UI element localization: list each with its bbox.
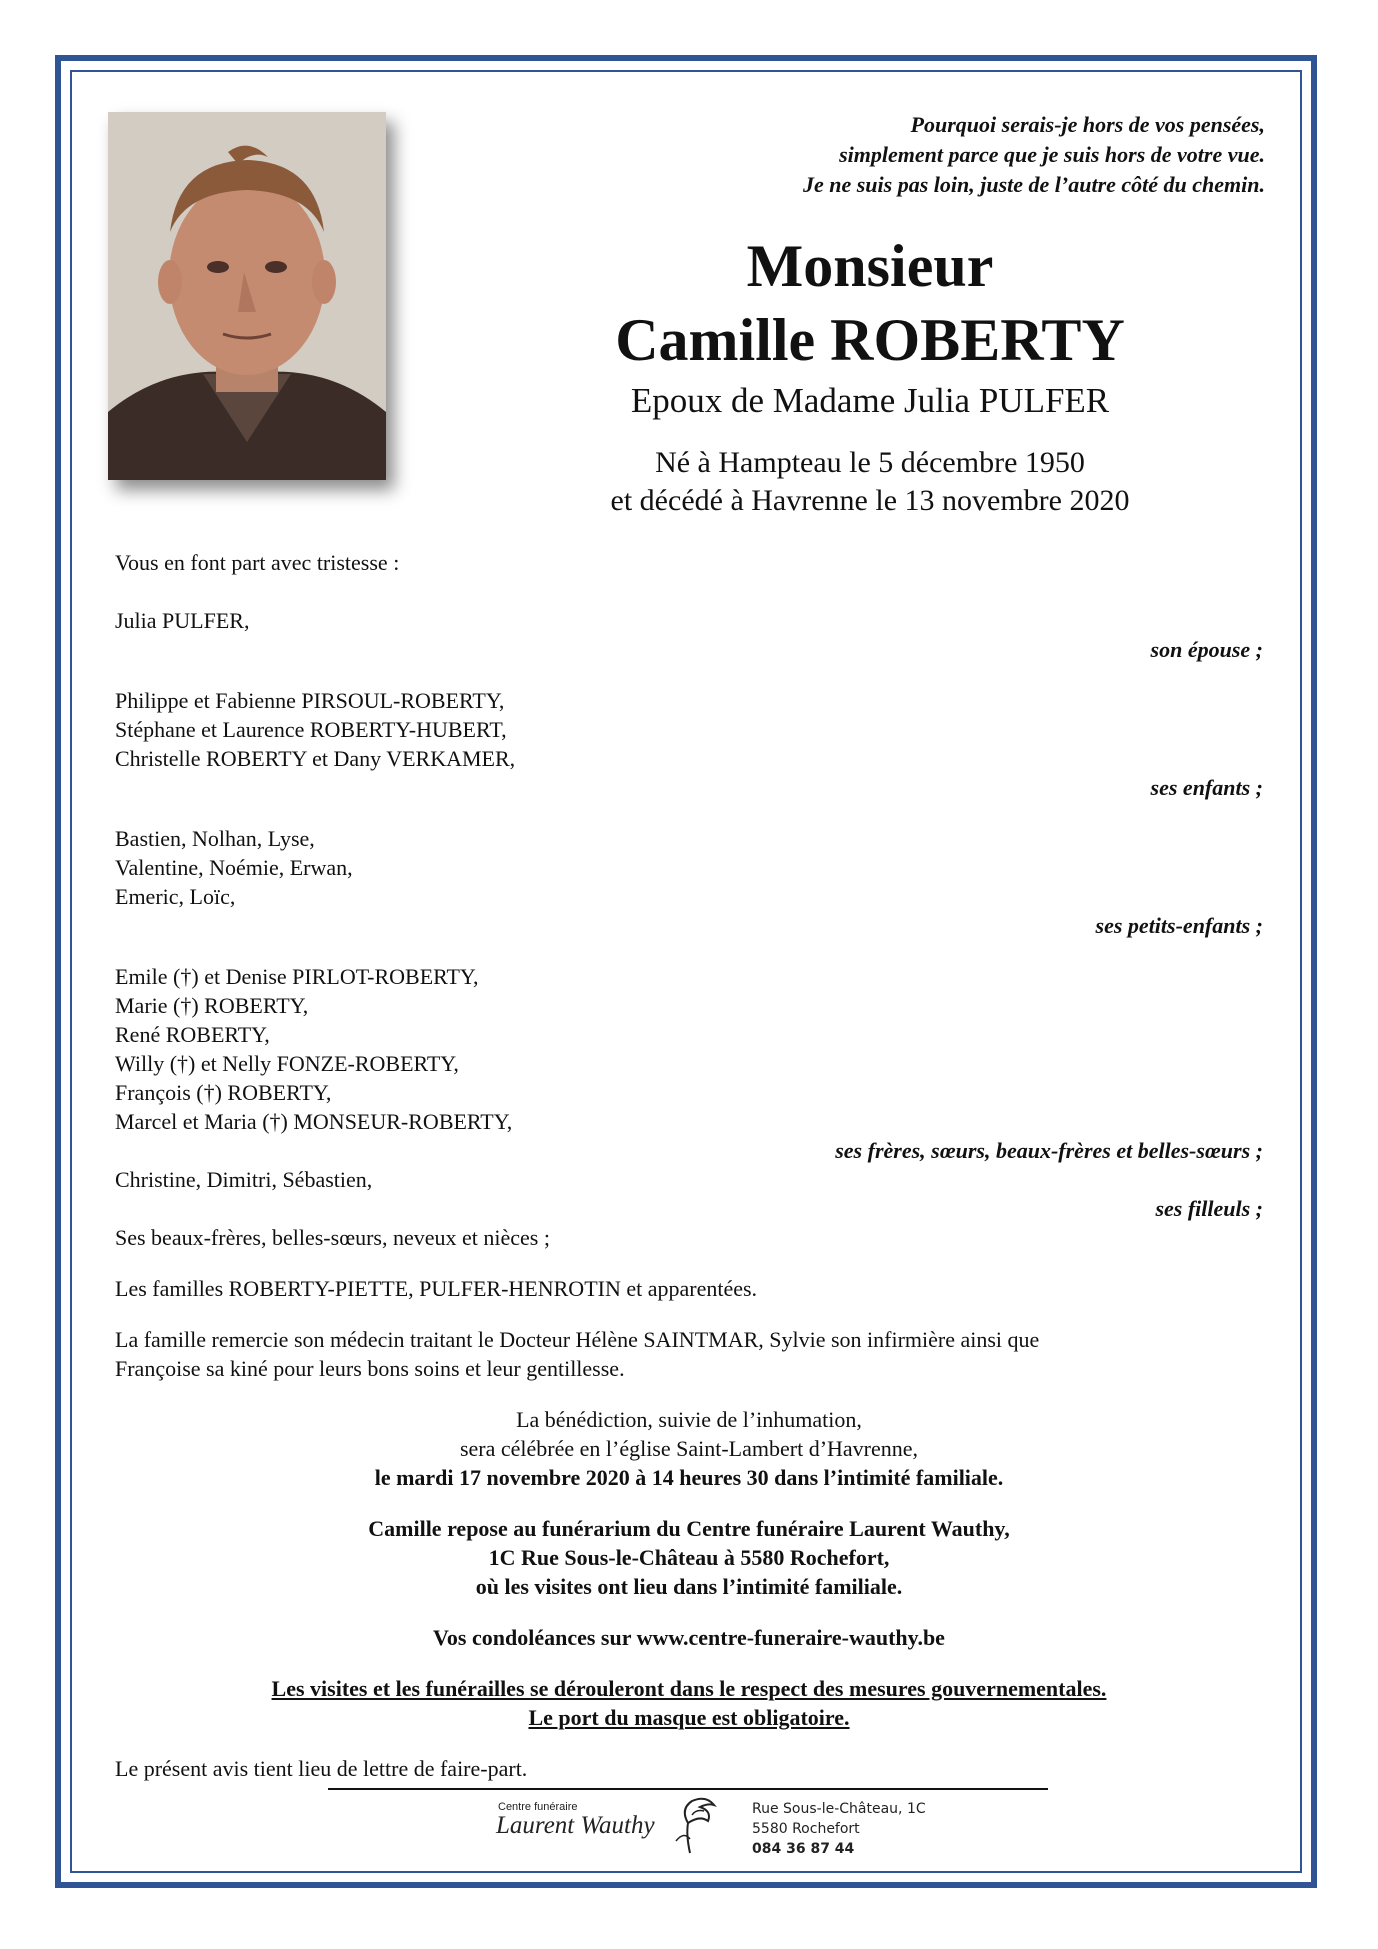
- family-role: ses filleuls ;: [1155, 1196, 1263, 1221]
- family-role: ses frères, sœurs, beaux-frères et belles-sœurs ;: [835, 1138, 1263, 1163]
- ceremony-date: le mardi 17 novembre 2020 à 14 heures 30 dans l’intimité familiale.: [374, 1465, 1004, 1490]
- poem-line: Pourquoi serais-je hors de vos pensées,: [910, 112, 1265, 137]
- families-line: Les familles ROBERTY-PIETTE, PULFER-HENROTIN et apparentées.: [115, 1276, 758, 1301]
- spouse-line: Epoux de Madame Julia PULFER: [630, 381, 1110, 420]
- death-line: et décédé à Havrenne le 13 novembre 2020: [610, 484, 1130, 517]
- family-role: son épouse ;: [1150, 637, 1263, 662]
- thanks-line: La famille remercie son médecin traitant le Docteur Hélène SAINTMAR, Sylvie son infirmière ainsi que: [115, 1327, 1040, 1352]
- ceremony-line: La bénédiction, suivie de l’inhumation,: [516, 1407, 862, 1432]
- logo-script: Laurent Wauthy: [496, 1812, 655, 1839]
- logo-title: Centre funéraire: [498, 1801, 578, 1813]
- address-city: 5580 Rochefort: [752, 1821, 860, 1837]
- notice-line: Les visites et les funérailles se dérouleront dans le respect des mesures gouvernementales.: [271, 1676, 1107, 1701]
- deceased-header: [520, 230, 1220, 520]
- family-name: Christine, Dimitri, Sébastien,: [115, 1167, 373, 1192]
- ceremony-line: sera célébrée en l’église Saint-Lambert d’Havrenne,: [459, 1436, 919, 1461]
- portrait-photo: [108, 112, 386, 480]
- family-name: Emile (†) et Denise PIRLOT-ROBERTY,: [115, 964, 479, 989]
- funerarium-info: [115, 1514, 1263, 1601]
- poem-quote: [565, 110, 1265, 200]
- covid-notice: [115, 1674, 1263, 1732]
- address-street: Rue Sous-le-Château, 1C: [752, 1801, 926, 1817]
- family-name: Valentine, Noémie, Erwan,: [115, 855, 353, 880]
- funerarium-line: 1C Rue Sous-le-Château à 5580 Rochefort,: [488, 1545, 890, 1570]
- footer-divider: [328, 1788, 1048, 1790]
- family-name: Bastien, Nolhan, Lyse,: [115, 826, 315, 851]
- family-name: Christelle ROBERTY et Dany VERKAMER,: [115, 746, 516, 771]
- family-name: Philippe et Fabienne PIRSOUL-ROBERTY,: [115, 688, 505, 713]
- phone-number: 084 36 87 44: [752, 1841, 855, 1857]
- poem-line: Je ne suis pas loin, juste de l’autre côté du chemin.: [802, 172, 1265, 197]
- thanks-line: Françoise sa kiné pour leurs bons soins et leur gentillesse.: [115, 1356, 625, 1381]
- family-name: Julia PULFER,: [115, 608, 250, 633]
- family-name: Stéphane et Laurence ROBERTY-HUBERT,: [115, 717, 507, 742]
- notice-line: Le port du masque est obligatoire.: [528, 1705, 850, 1730]
- birth-line: Né à Hampteau le 5 décembre 1950: [655, 446, 1085, 479]
- family-name: Marie (†) ROBERTY,: [115, 993, 309, 1018]
- intro-line: Vous en font part avec tristesse :: [115, 550, 400, 575]
- lily-logo-icon: [668, 1795, 726, 1857]
- announcement-body: [115, 548, 1263, 1783]
- family-role: ses enfants ;: [1150, 775, 1263, 800]
- family-name: François (†) ROBERTY,: [115, 1080, 332, 1105]
- condolences-line: Vos condoléances sur www.centre-funeraire-wauthy.be: [433, 1625, 945, 1650]
- family-name: René ROBERTY,: [115, 1022, 270, 1047]
- closing-line: Le présent avis tient lieu de lettre de faire-part.: [115, 1756, 528, 1781]
- funeral-home-address: [752, 1799, 926, 1859]
- family-name: Emeric, Loïc,: [115, 884, 236, 909]
- family-role: ses petits-enfants ;: [1095, 913, 1263, 938]
- family-name: Willy (†) et Nelly FONZE-ROBERTY,: [115, 1051, 459, 1076]
- ceremony-info: [115, 1405, 1263, 1492]
- funerarium-line: Camille repose au funérarium du Centre funéraire Laurent Wauthy,: [368, 1516, 1010, 1541]
- life-dates: [520, 444, 1220, 520]
- funerarium-line: où les visites ont lieu dans l’intimité familiale.: [475, 1574, 903, 1599]
- honorific: Monsieur: [746, 233, 994, 299]
- poem-line: simplement parce que je suis hors de votre vue.: [839, 142, 1265, 167]
- deceased-name: Camille ROBERTY: [615, 307, 1125, 373]
- family-name: Marcel et Maria (†) MONSEUR-ROBERTY,: [115, 1109, 513, 1134]
- extended-family-line: Ses beaux-frères, belles-sœurs, neveux et nièces ;: [115, 1225, 550, 1250]
